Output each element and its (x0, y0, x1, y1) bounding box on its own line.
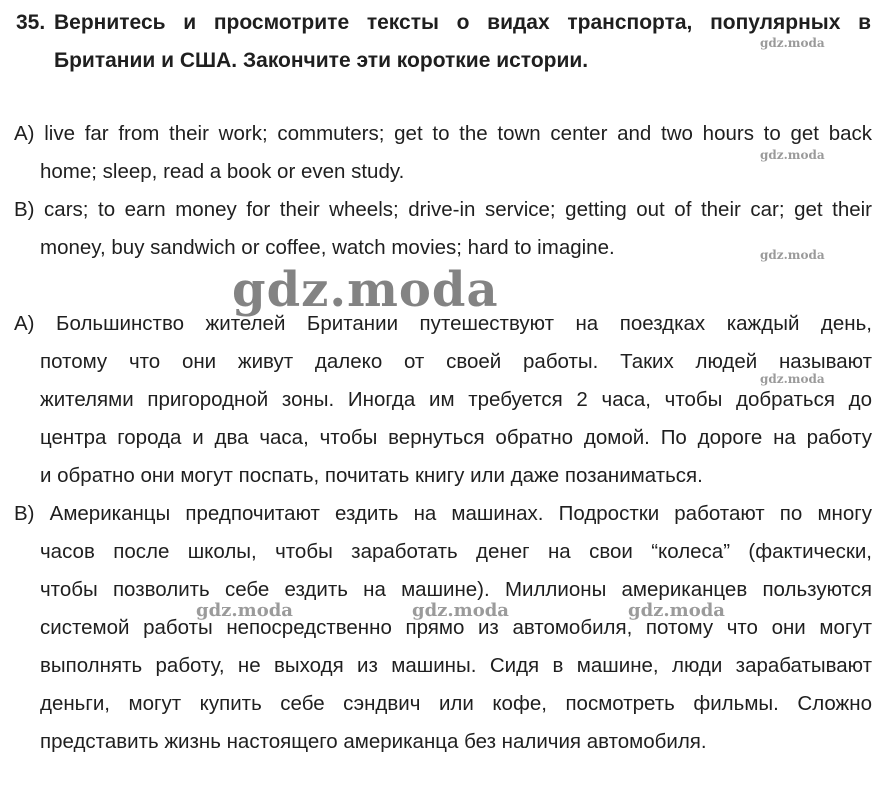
english-b-line-1: B) cars; to earn money for their wheels; drive-in service; getting out of their car; get their (14, 198, 872, 221)
russian-a-line-2: потому что они живут далеко от своей работы. Таких людей называют (40, 350, 872, 373)
watermark: gdz.moda (760, 36, 825, 50)
russian-a-line-1: A) Большинство жителей Британии путешествуют на поездках каждый день, (14, 312, 872, 335)
russian-a-line-3: жителями пригородной зоны. Иногда им требуется 2 часа, чтобы добраться до (40, 388, 872, 411)
task-header-text-1: Вернитесь и просмотрите тексты о видах транспорта, популярных в (54, 11, 871, 34)
english-a-line-1: A) live far from their work; commuters; get to the town center and two hours to get back (14, 122, 872, 145)
watermark: gdz.moda (412, 600, 509, 621)
russian-b-line-4: системой работы непосредственно прямо из автомобиля, потому что они могут (40, 616, 872, 639)
watermark: gdz.moda (628, 600, 725, 621)
english-b-line-2: money, buy sandwich or coffee, watch movies; hard to imagine. (40, 236, 615, 259)
watermark: gdz.moda (196, 600, 293, 621)
english-answer-b (14, 191, 872, 267)
russian-b-line-6: деньги, могут купить себе сэндвич или кофе, посмотреть фильмы. Сложно (40, 692, 872, 715)
watermark: gdz.moda (760, 248, 825, 262)
russian-b-line-2: часов после школы, чтобы заработать денег на свои “колеса” (фактически, (40, 540, 872, 563)
english-a-line-2: home; sleep, read a book or even study. (40, 160, 405, 183)
english-answer-a (14, 115, 872, 191)
task-header (16, 4, 876, 80)
russian-b-line-1: B) Американцы предпочитают ездить на машинах. Подростки работают по многу (14, 502, 872, 525)
watermark-large: gdz.moda (232, 262, 499, 318)
task-header-line-2: Британии и США. Закончите эти короткие истории. (54, 49, 589, 72)
task-number: 35. (16, 11, 46, 34)
russian-b-line-7: представить жизнь настоящего американца без наличия автомобиля. (40, 730, 707, 753)
russian-a-line-4: центра города и два часа, чтобы вернуться обратно домой. По дороге на работу (40, 426, 872, 449)
russian-b-line-3: чтобы позволить себе ездить на машине). Миллионы американцев пользуются (40, 578, 872, 601)
russian-answer-b (14, 495, 872, 761)
russian-b-line-5: выполнять работу, не выходя из машины. Сидя в машине, люди зарабатывают (40, 654, 872, 677)
watermark: gdz.moda (760, 148, 825, 162)
task-header-line-1 (16, 4, 871, 42)
russian-a-line-5: и обратно они могут поспать, почитать книгу или даже позаниматься. (40, 464, 703, 487)
watermark: gdz.moda (760, 372, 825, 386)
russian-answer-a (14, 305, 872, 495)
